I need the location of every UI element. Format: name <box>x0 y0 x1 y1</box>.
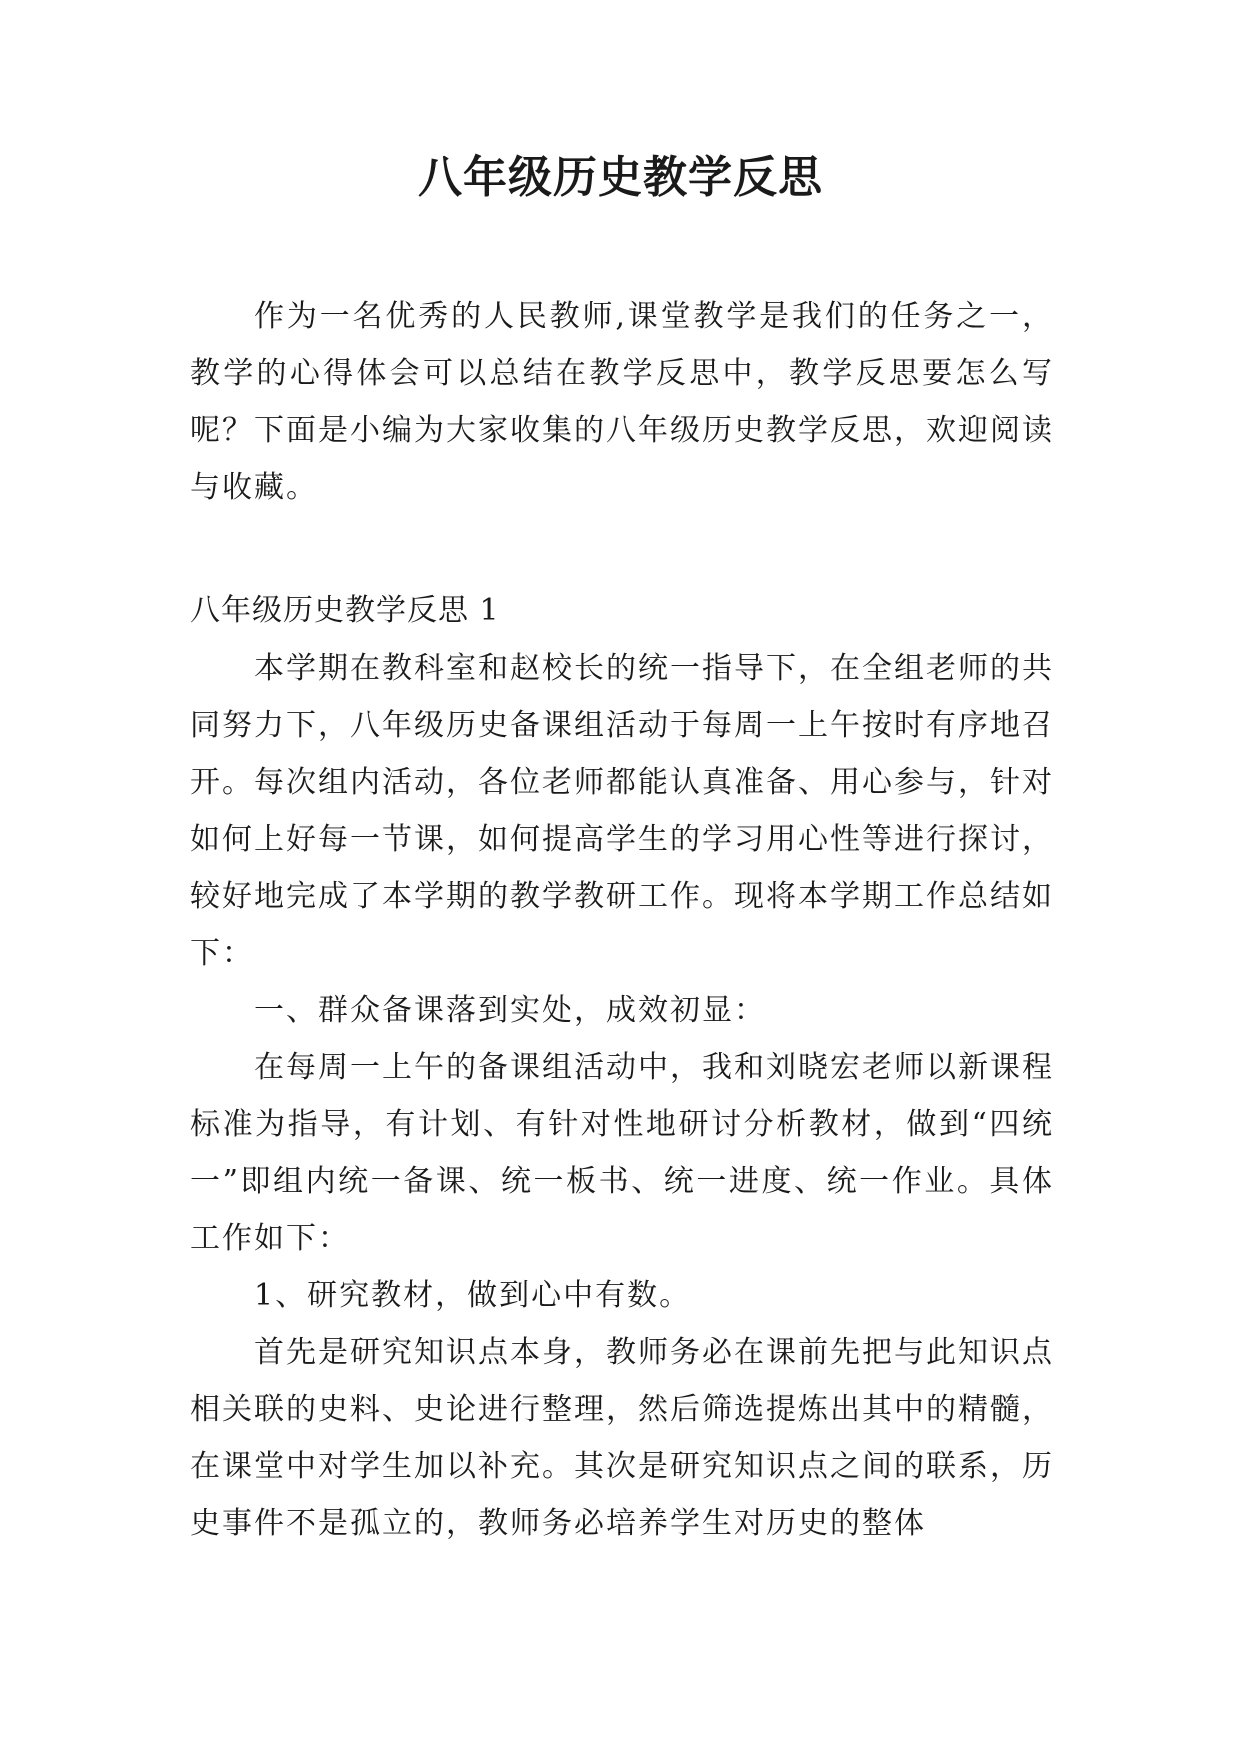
intro-paragraph: 作为一名优秀的人民教师,课堂教学是我们的任务之一，教学的心得体会可以总结在教学反思中，教学反思要怎么写呢？下面是小编为大家收集的八年级历史教学反思，欢迎阅读与收藏。 <box>190 299 1054 505</box>
section-body <box>190 640 1054 1552</box>
document-title: 八年级历史教学反思 <box>418 152 823 203</box>
body-paragraph-1: 本学期在教科室和赵校长的统一指导下，在全组老师的共同努力下，八年级历史备课组活动于每周一上午按时有序地召开。每次组内活动，各位老师都能认真准备、用心参与，针对如何上好每一节课，如何提高学生的学习用心性等进行探讨，较好地完成了本学期的教学教研工作。现将本学期工作总结如下： <box>190 651 1054 971</box>
body-paragraph-3: 首先是研究知识点本身，教师务必在课前先把与此知识点相关联的史料、史论进行整理，然后筛选提炼出其中的精髓，在课堂中对学生加以补充。其次是研究知识点之间的联系，历史事件不是孤立的，教师务必培养学生对历史的整体 <box>190 1335 1054 1541</box>
subheading-1: 一、群众备课落到实处，成效初显： <box>254 993 766 1028</box>
intro-section <box>190 288 1054 516</box>
body-paragraph-2: 在每周一上午的备课组活动中，我和刘晓宏老师以新课程标准为指导，有计划、有针对性地研讨分析教材，做到“四统一”即组内统一备课、统一板书、统一进度、统一作业。具体工作如下： <box>190 1050 1054 1256</box>
subheading-2: 1、研究教材，做到心中有数。 <box>254 1278 692 1313</box>
section-heading: 八年级历史教学反思 1 <box>190 593 500 628</box>
